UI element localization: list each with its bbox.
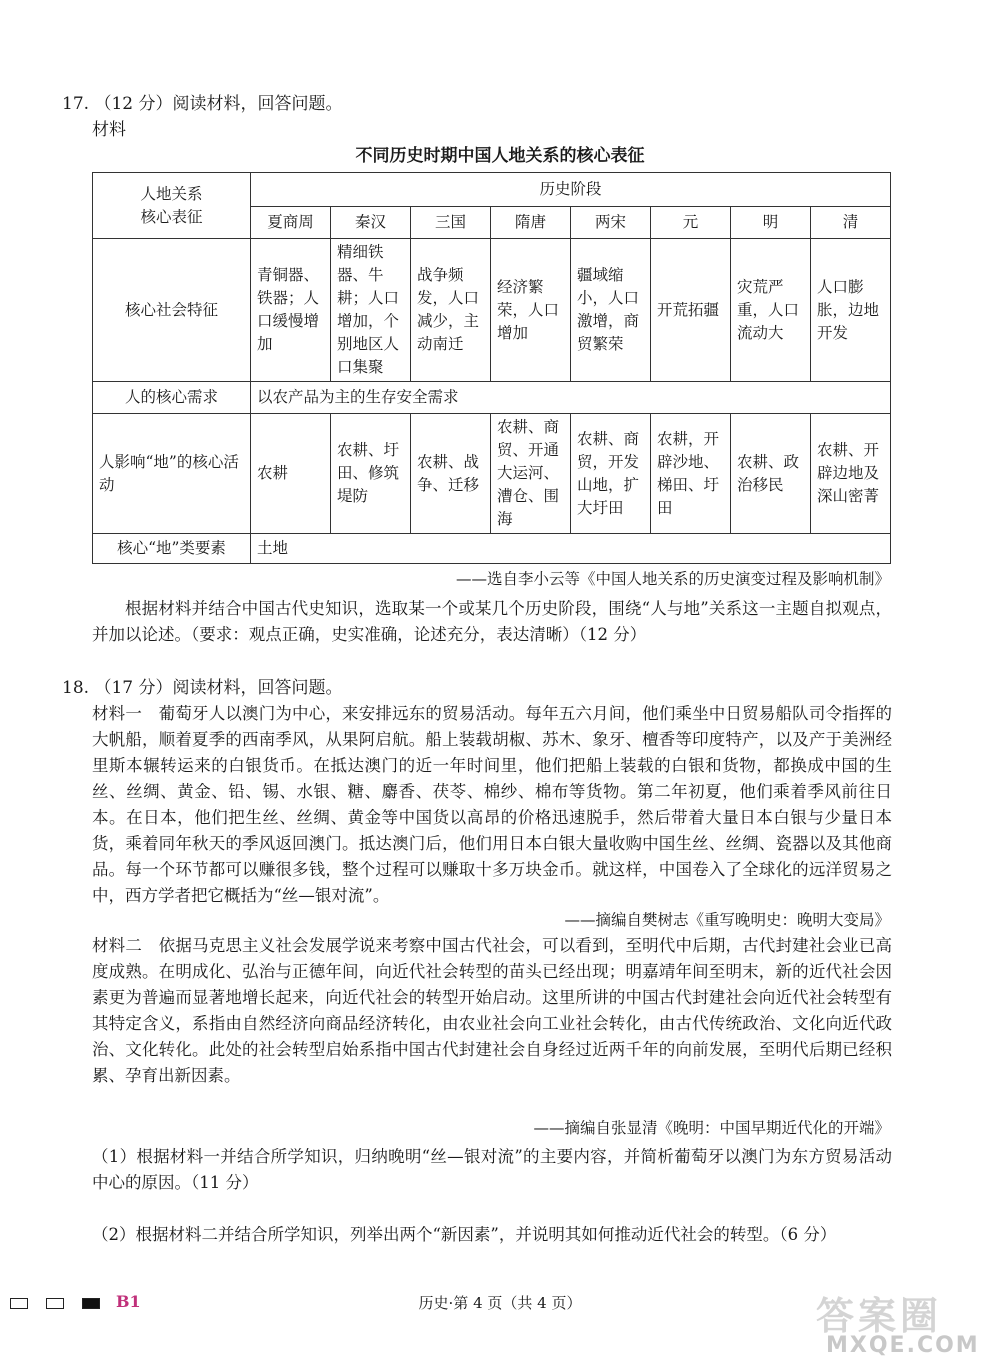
social-cell: 精细铁器、牛耕；人口增加，个别地区人口集聚: [331, 239, 411, 382]
table-title: 不同历史时期中国人地关系的核心表征: [355, 146, 645, 166]
period-header: 元: [651, 207, 731, 239]
activity-cell: 农耕、开辟边地及深山密菁: [811, 414, 891, 534]
header-corner-cell: [93, 173, 251, 239]
header-label-line1: 人地关系: [140, 184, 203, 203]
material-two: 材料二 依据马克思主义社会发展学说来考察中国古代社会，可以看到，至明代中后期，古代封建社会业已高度成熟。在明成化、弘治与正德年间，向近代社会转型的苗头已经出现；明嘉靖年间至明末，新的近代社会因素更为普遍而显著地增长起来，向近代社会的转型开始启动。这里所讲的中国古代封建社会向近代社会转型有其特定含义，系指由自然经济向商品经济转化，由农业社会向工业社会转化，由古代传统政治、文化向近代政治、文化转化。此处的社会转型启始系指中国古代封建社会自身经过近两千年的向前发展，至明代后期已经积累、孕育出新因素。: [92, 936, 892, 1085]
social-cell: 战争频发，人口减少，主动南迁: [411, 239, 491, 382]
row-label-activity: 人影响“地”的核心活动: [93, 414, 251, 534]
header-label-line2: 核心表征: [140, 207, 203, 226]
history-stage-header: 历史阶段: [251, 173, 891, 207]
relationship-table: [92, 172, 891, 564]
social-cell: 青铜器、铁器；人口缓慢增加: [251, 239, 331, 382]
paper-code: B1: [116, 1292, 141, 1311]
material-two-source: ——摘编自张显清《晚明：中国早期近代化的开端》: [533, 1119, 890, 1137]
material-label: 材料: [92, 120, 126, 140]
activity-cell: 农耕、商贸、开通大运河、漕仓、围海: [491, 414, 571, 534]
activity-cell: 农耕，开辟沙地、梯田、圩田: [651, 414, 731, 534]
activity-cell: 农耕: [251, 414, 331, 534]
social-cell: 开荒拓疆: [651, 239, 731, 382]
social-cell: 人口膨胀，边地开发: [811, 239, 891, 382]
period-header: 三国: [411, 207, 491, 239]
watermark-text-bottom: MXQE.COM: [826, 1333, 980, 1358]
period-header: 夏商周: [251, 207, 331, 239]
row-label-need: 人的核心需求: [93, 382, 251, 414]
period-header: 明: [731, 207, 811, 239]
sub-question-1: （1）根据材料一并结合所学知识，归纳晚明“丝—银对流”的主要内容，并简析葡萄牙以澳门为东方贸易活动中心的原因。（11 分）: [92, 1147, 892, 1192]
row-label-element: 核心“地”类要素: [93, 534, 251, 564]
social-cell: 灾荒严重，人口流动大: [731, 239, 811, 382]
activity-cell: 农耕、圩田、修筑堤防: [331, 414, 411, 534]
material-one: 材料一 葡萄牙人以澳门为中心，来安排远东的贸易活动。每年五六月间，他们乘坐中日贸易船队司令指挥的大帆船，顺着夏季的西南季风，从果阿启航。船上装载胡椒、苏木、象牙、檀香等印度特产，以及产于美洲经里斯本辗转运来的白银货币。在抵达澳门的近一年时间里，他们把船上装载的白银和货物，都换成中国的生丝、丝绸、黄金、铅、锡、水银、糖、麝香、茯苓、棉纱、棉布等货物。第二年初夏，他们乘着季风前往日本。在日本，他们把生丝、丝绸、黄金等中国货以高昂的价格迅速脱手，然后带着大量日本白银与少量日本货，乘着同年秋天的季风返回澳门。抵达澳门后，他们用日本白银大量收购中国生丝、丝绸、瓷器以及其他商品。每一个环节都可以赚很多钱，整个过程可以赚取十多万块金币。就这样，中国卷入了全球化的远洋贸易之中，西方学者把它概括为“丝—银对流”。: [92, 704, 892, 905]
element-value: 土地: [251, 534, 891, 564]
material-one-source: ——摘编自樊树志《重写晚明史：晚明大变局》: [564, 911, 890, 929]
period-header: 隋唐: [491, 207, 571, 239]
sub-question-2: （2）根据材料二并结合所学知识，列举出两个“新因素”，并说明其如何推动近代社会的转型。（6 分）: [92, 1225, 837, 1244]
activity-cell: 农耕、战争、迁移: [411, 414, 491, 534]
period-header: 秦汉: [331, 207, 411, 239]
activity-cell: 农耕、政治移民: [731, 414, 811, 534]
watermark-logo: [812, 1285, 992, 1365]
social-cell: 经济繁荣，人口增加: [491, 239, 571, 382]
q17-task: 根据材料并结合中国古代史知识，选取某一个或某几个历史阶段，围绕“人与地”关系这一主题自拟观点，并加以论述。（要求：观点正确，史实准确，论述充分，表达清晰）（12 分）: [92, 599, 892, 644]
need-value: 以农产品为主的生存安全需求: [251, 382, 891, 414]
row-label-social: 核心社会特征: [93, 239, 251, 382]
question-18-heading: 18. （17 分）阅读材料，回答问题。: [62, 678, 343, 698]
question-17-heading: 17. （12 分）阅读材料，回答问题。: [62, 94, 343, 114]
period-header: 清: [811, 207, 891, 239]
period-header: 两宋: [571, 207, 651, 239]
q17-source: ——选自李小云等《中国人地关系的历史演变过程及影响机制》: [455, 570, 890, 588]
social-cell: 疆域缩小，人口激增，商贸繁荣: [571, 239, 651, 382]
page-number: 历史·第 4 页（共 4 页）: [418, 1294, 582, 1312]
activity-cell: 农耕、商贸，开发山地，扩大圩田: [571, 414, 651, 534]
watermark-text-top: 答案圈: [816, 1294, 943, 1338]
